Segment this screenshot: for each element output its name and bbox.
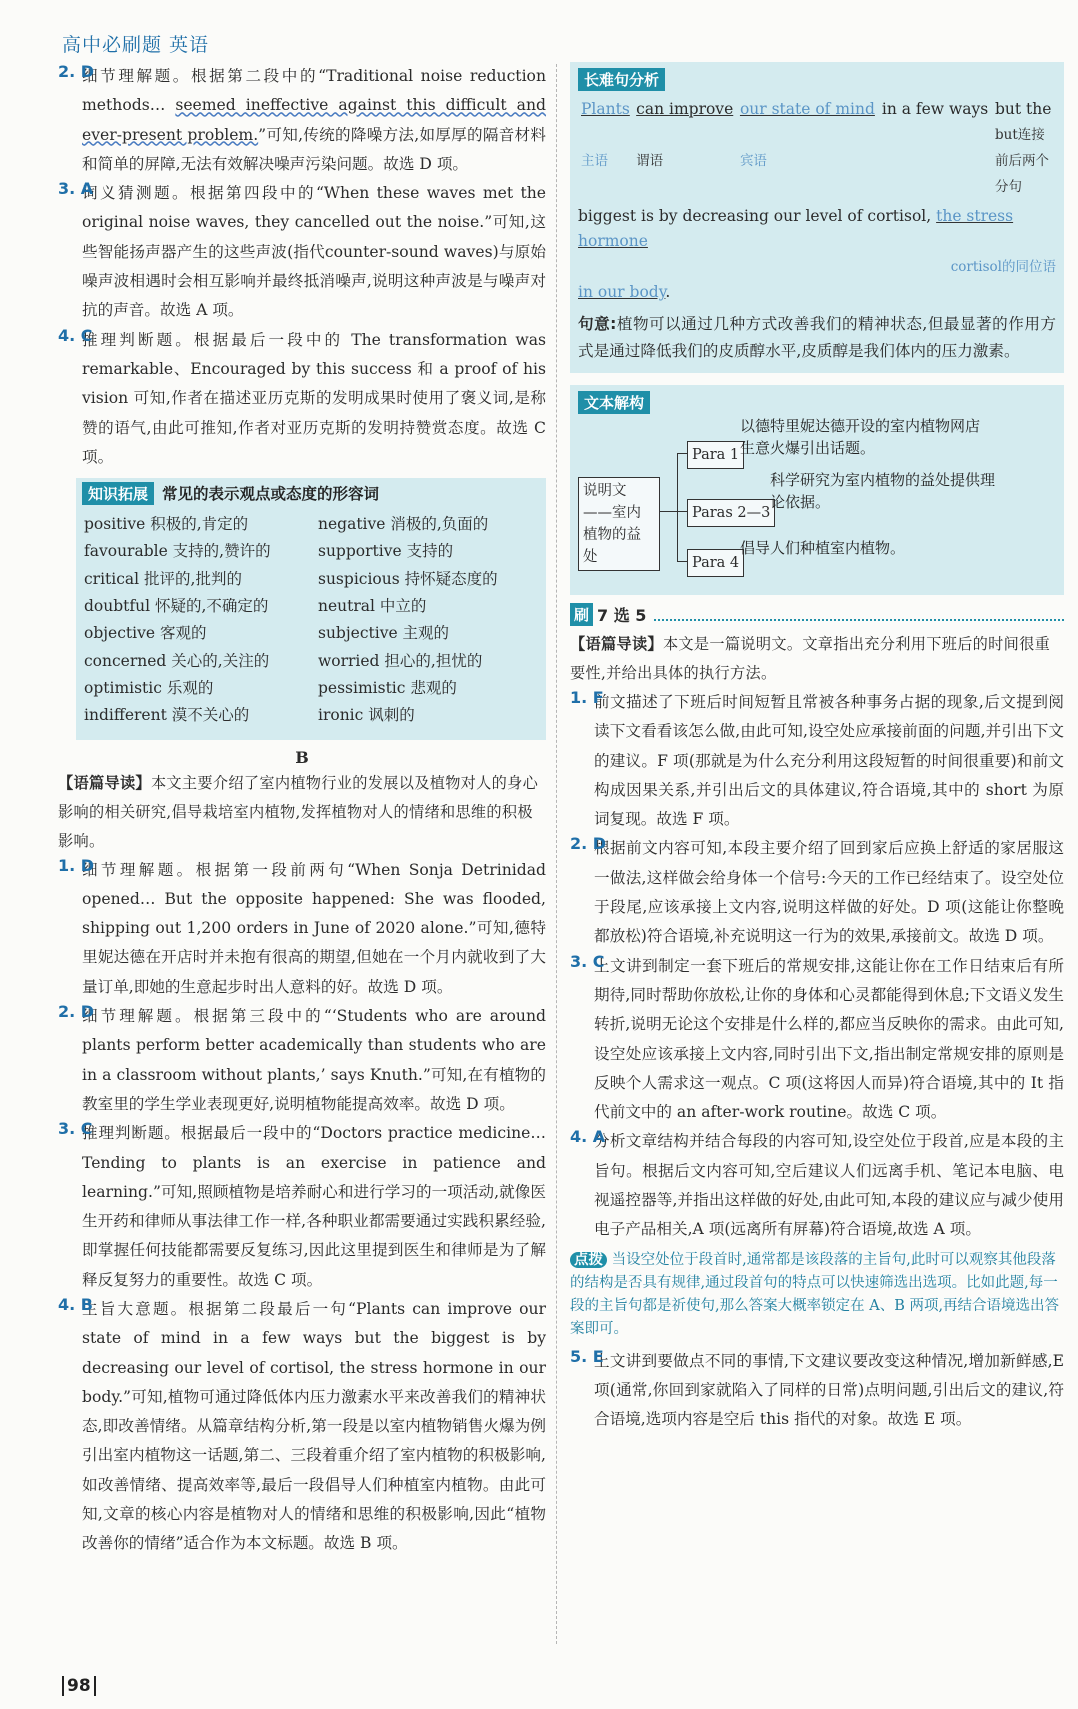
word-entry: doubtful 怀疑的,不确定的	[84, 597, 269, 616]
label-object: 宾语	[739, 153, 767, 169]
long-sentence-box	[570, 62, 1064, 373]
answer-number: 3. C	[570, 951, 605, 971]
word-entry: positive 积极的,肯定的	[84, 515, 249, 534]
word-grid	[82, 511, 540, 729]
guide-text: 本文是一篇说明文。文章指出充分利用下班后的时间很重要性,并给出具体的执行方法。	[570, 635, 1051, 682]
sentence-appositive: the stress hormone	[578, 207, 1014, 250]
column-divider	[556, 64, 557, 1644]
word-entry: optimistic 乐观的	[84, 678, 214, 697]
structure-para4-desc: 倡导人们种植室内植物。	[740, 539, 906, 557]
answer-text: ”可知,传统的降噪方法,如厚厚的隔音材料和简单的屏障,无法有效解决噪声污染问题。故选 D 项。	[82, 125, 546, 173]
structure-connector	[677, 453, 678, 561]
answer-number: 4. A	[570, 1127, 606, 1147]
underlined-quote: seemed ineffective against this difficult and ever-present problem.	[82, 96, 546, 144]
structure-root: 说明文——室内植物的益处	[578, 477, 660, 571]
structure-para23: Paras 2—3	[687, 499, 775, 527]
structure-para1: Para 1	[687, 441, 744, 469]
section-header	[570, 603, 1064, 626]
answer-item	[570, 688, 1064, 834]
answer-number: 2. D	[58, 1002, 95, 1022]
reading-guide	[570, 630, 1064, 688]
knowledge-title: 常见的表示观点或态度的形容词	[162, 485, 380, 504]
section-title: 7 选 5	[597, 606, 647, 625]
answer-text: 上文讲到制定一套下班后的常规安排,这能让你在工作日结束后有所期待,同时帮助你放松,让你的身体和心灵都能得到休息;下文语义发生转折,说明无论这个安排是什么样的,都应当反映你的需求。由此可知,设空处应该承接上文内容,同时引出下文,指出制定常规安排的原则是反映个人需求这一观点。C 项(这将因人而异)符合语境,其中的 It 指代前文中的 an after-work routine。故选 C 项。	[594, 956, 1064, 1122]
answer-item	[570, 1127, 1064, 1244]
right-column	[570, 62, 1064, 1435]
word-entry: worried 担心的,担忧的	[318, 651, 483, 670]
knowledge-tag: 知识拓展	[82, 482, 154, 505]
answer-item	[570, 1347, 1064, 1435]
section-heading: B	[295, 747, 309, 767]
sentence-predicate: can improve	[636, 100, 734, 118]
answer-number: 2. D	[570, 834, 607, 854]
guide-tag: 【语篇导读】	[570, 635, 663, 653]
knowledge-box	[76, 478, 546, 739]
tip-box	[570, 1249, 1064, 1341]
answer-number: 4. C	[58, 325, 93, 345]
page-header: 高中必刷题 英语	[62, 34, 210, 56]
dotted-rule	[654, 609, 1064, 621]
answer-text: 细节理解题。根据第三段中的“‘Students who are around plants perform better academically than students who are in a classroom without plants,’ says Knuth.”可知,在有植物的教室里的学生学业表现更好,说明植物能提高效率。故选 D 项。	[82, 1007, 546, 1113]
answer-item	[58, 1119, 546, 1295]
sentence-adverbial: in a few ways	[881, 100, 989, 118]
answer-item	[58, 326, 546, 472]
structure-para4: Para 4	[687, 549, 744, 577]
structure-connector	[677, 511, 687, 512]
structure-connector	[659, 511, 677, 512]
word-entry: negative 消极的,负面的	[318, 515, 489, 534]
word-entry: supportive 支持的	[318, 542, 454, 561]
meaning-label: 句意:	[578, 315, 617, 333]
answer-number: 1. D	[58, 855, 95, 875]
answer-text: 根据前文内容可知,本段主要介绍了回到家后应换上舒适的家居服这一做法,这样做会给身体一个信号:今天的工作已经结束了。设空处位于段尾,应该承接上文内容,说明这样做的好处。D 项(这能让你整晚都放松)符合语境,补充说明这一行为的效果,承接前文。故选 D 项。	[594, 839, 1064, 946]
label-predicate: 谓语	[636, 153, 664, 169]
sentence-conj: but the	[995, 100, 1052, 118]
answer-number: 1. F	[570, 688, 604, 707]
word-entry: suspicious 持怀疑态度的	[318, 569, 498, 588]
answer-text: 细节理解题。根据第一段前两句“When Sonja Detrinidad opened… But the opposite happened: She was flooded, shipping out 1,200 orders in June of 2020 alone.”可知,德特里妮达德在开店时并未抱有很高的期望,但她在一个月内就收到了大量订单,即她的生意起步时出人意料的好。故选 D 项。	[82, 860, 546, 996]
answer-text: 前文描述了下班后时间短暂且常被各种事务占据的现象,后文提到阅读下文看看该怎么做,由此可知,设空处应承接前面的问题,并引出下文的建议。F 项(那就是为什么充分利用这段短暂的时间很重要)和前文构成因果关系,并引出后文的具体建议,符合语境,其中的 short 为原词复现。故选 F 项。	[594, 693, 1064, 829]
answer-text: 细节理解题。根据第二段中的“Traditional noise reduction methods…	[82, 67, 546, 115]
word-entry: pessimistic 悲观的	[318, 678, 457, 697]
answer-number: 2. D	[58, 62, 95, 81]
answer-text: 上文讲到要做点不同的事情,下文建议要改变这种情况,增加新鲜感,E 项(通常,你回到家就陷入了同样的日常)点明问题,引出后文的建议,符合语境,选项内容是空后 this 指代的对象。故选 E 项。	[594, 1351, 1064, 1429]
answer-number: 4. B	[58, 1294, 93, 1314]
answer-text: 词义猜测题。根据第四段中的“When these waves met the original noise waves, they cancelled out the noise.”可知,这些智能扬声器产生的这些声波(指代counter-sound waves)与原始噪声波相遇时会相互影响并最终抵消噪声,说明这种声波是与噪声对抗的声音。故选 A 项。	[82, 184, 546, 320]
answer-text: 分析文章结构并结合每段的内容可知,设空处位于段首,应是本段的主旨句。根据后文内容可知,空后建议人们远离手机、笔记本电脑、电视遥控器等,并指出这样做的好处,由此可知,本段的建议应与减少使用电子产品相关,A 项(远离所有屏幕)符合语境,故选 A 项。	[594, 1132, 1064, 1239]
word-entry: neutral 中立的	[318, 597, 427, 616]
answer-number: 5. E	[570, 1346, 604, 1366]
answer-item	[570, 952, 1064, 1128]
sentence-part: in our body	[578, 283, 666, 301]
word-entry: critical 批评的,批判的	[84, 569, 242, 588]
long-sentence-tag: 长难句分析	[578, 68, 665, 91]
answer-text: 推理判断题。根据最后一段中的 The transformation was remarkable、Encouraged by this success 和 a proof of his vision 可知,作者在描述亚历克斯的发明成果时使用了褒义词,是称赞的语气,由此可推知,作者对亚历克斯的发明持赞赏态度。故选 C 项。	[82, 330, 546, 466]
structure-para1-desc: 以德特里妮达德开设的室内植物网店生意火爆引出话题。	[740, 417, 981, 457]
answer-text: 推理判断题。根据最后一段中的“Doctors practice medicine… Tending to plants is an exercise in patience and learning.”可知,照顾植物是培养耐心和进行学习的一项活动,就像医生开药和律师从事法律工作一样,各种职业都需要通过实践积累经验,即掌握任何技能都需要反复练习,因此这里提到医生和律师是为了解释反复努力的重要性。故选 C 项。	[82, 1124, 546, 1289]
structure-connector	[677, 561, 687, 562]
sentence-part: biggest is by decreasing our level of cortisol,	[578, 207, 932, 225]
tip-badge: 点拨	[570, 1252, 607, 1268]
structure-connector	[677, 453, 687, 454]
label-appositive: cortisol的同位语	[950, 259, 1056, 275]
guide-tag: 【语篇导读】	[58, 773, 151, 792]
sentence-period: .	[665, 283, 671, 301]
structure-para23-desc: 科学研究为室内植物的益处提供理论依据。	[770, 471, 996, 511]
sentence-object: our state of mind	[739, 100, 875, 118]
word-entry: concerned 关心的,关注的	[84, 651, 270, 670]
word-entry: subjective 主观的	[318, 624, 450, 643]
section-badge: 刷	[570, 603, 593, 626]
guide-text: 本文主要介绍了室内植物行业的发展以及植物对人的身心影响的相关研究,倡导栽培室内植物,发挥植物对人的情绪和思维的积极影响。	[58, 773, 539, 850]
answer-item	[58, 1295, 546, 1559]
text-structure-box	[570, 385, 1064, 595]
answer-item	[58, 62, 546, 179]
answer-number: 3. C	[58, 1119, 93, 1139]
page-number: 98	[62, 1676, 96, 1696]
word-entry: indifferent 漠不关心的	[84, 706, 250, 725]
answer-item	[58, 179, 546, 325]
structure-tag: 文本解构	[578, 391, 650, 414]
answer-text: 主旨大意题。根据第二段最后一句“Plants can improve our state of mind in a few ways but the biggest is by decreasing our level of cortisol, the stress hormone in our body.”可知,植物可通过降低体内压力激素水平来改善我们的精神状态,即改善情绪。从篇章结构分析,第一段是以室内植物销售火爆为例引出室内植物这一话题,第二、三段着重介绍了室内植物的积极影响,如改善情绪、提高效率等,最后一段倡导人们种植室内植物。由此可知,文章的核心内容是植物对人的情绪和思维的积极影响,因此“植物改善你的情绪”适合作为本文标题。故选 B 项。	[82, 1299, 546, 1553]
meaning-text: 植物可以通过几种方式改善我们的精神状态,但最显著的作用方式是通过降低我们的皮质醇水平,皮质醇是我们体内的压力激素。	[578, 315, 1056, 360]
word-entry: ironic 讽刺的	[318, 706, 415, 725]
reading-guide	[58, 769, 546, 856]
tip-text: 当设空处位于段首时,通常都是该段落的主旨句,此时可以观察其他段落的结构是否具有规律,通过段首句的特点可以快速筛选出选项。比如此题,每一段的主旨句都是祈使句,那么答案大概率锁定在 A、B 两项,再结合语境选出答案即可。	[570, 1251, 1060, 1337]
label-subject: 主语	[581, 153, 608, 169]
answer-item	[570, 834, 1064, 951]
word-entry: objective 客观的	[84, 624, 207, 643]
label-conj: but连接前后两个分句	[995, 127, 1049, 195]
answer-item	[58, 856, 546, 1002]
word-entry: favourable 支持的,赞许的	[84, 542, 271, 561]
left-column	[58, 62, 546, 1559]
answer-item	[58, 1002, 546, 1119]
sentence-subject: Plants	[581, 100, 630, 118]
answer-number: 3. A	[58, 179, 94, 199]
